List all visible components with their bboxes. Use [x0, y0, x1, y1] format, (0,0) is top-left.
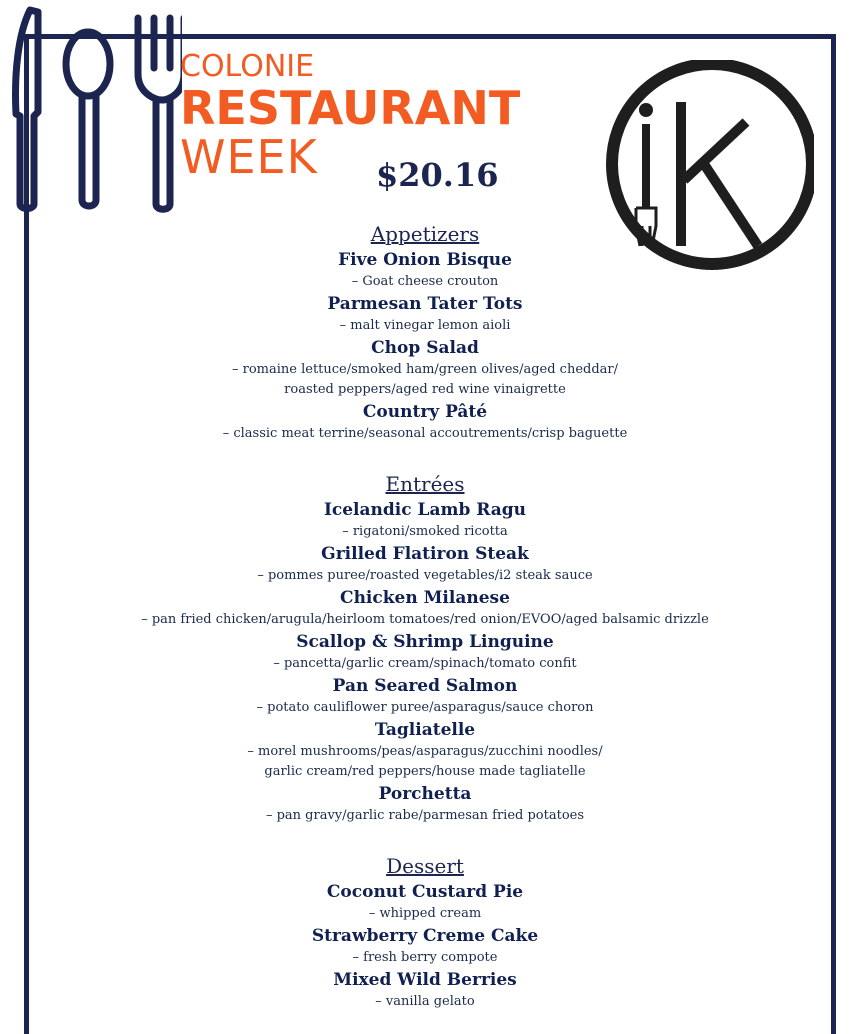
dish-name: Chicken Milanese — [340, 588, 510, 608]
brand-line-week: WEEK — [180, 130, 318, 184]
knife-spoon-fork-icon — [6, 4, 182, 216]
dish-name: Scallop & Shrimp Linguine — [296, 632, 554, 652]
dish-name: Country Pâté — [362, 402, 488, 422]
section-title-dessert: Dessert — [386, 854, 464, 878]
dish-description: roasted peppers/aged red wine vinaigrette — [284, 382, 566, 397]
dish-description: – whipped cream — [368, 906, 482, 921]
dish-name: Five Onion Bisque — [338, 250, 512, 270]
dish-name: Parmesan Tater Tots — [327, 294, 523, 314]
dish-name: Pan Seared Salmon — [332, 676, 518, 696]
section-gap — [0, 826, 850, 852]
price-label: $20.16 — [376, 156, 499, 194]
dish-name: Icelandic Lamb Ragu — [323, 500, 527, 520]
dish-description: – malt vinegar lemon aioli — [339, 318, 511, 333]
dish-description: – pommes puree/roasted vegetables/i2 steak sauce — [257, 568, 593, 583]
dish-description: – morel mushrooms/peas/asparagus/zucchini noodles/ — [247, 744, 603, 759]
dish-description: – classic meat terrine/seasonal accoutrements/crisp baguette — [222, 426, 628, 441]
menu-body — [0, 220, 850, 1012]
dish-description: – fresh berry compote — [352, 950, 498, 965]
dish-description: – pan gravy/garlic rabe/parmesan fried potatoes — [265, 808, 585, 823]
dish-description: garlic cream/red peppers/house made tagliatelle — [264, 764, 586, 779]
dish-name: Tagliatelle — [374, 720, 476, 740]
brand-line-colonie: COLONIE — [180, 49, 315, 84]
dish-description: – Goat cheese crouton — [351, 274, 499, 289]
dish-name: Strawberry Creme Cake — [311, 926, 539, 946]
dish-description: – vanilla gelato — [375, 994, 475, 1009]
dish-description: – romaine lettuce/smoked ham/green olives/aged cheddar/ — [231, 362, 619, 377]
brand-line-restaurant: RESTAURANT — [180, 81, 521, 135]
dish-name: Porchetta — [378, 784, 472, 804]
dish-name: Grilled Flatiron Steak — [321, 544, 529, 564]
dish-description: – rigatoni/smoked ricotta — [342, 524, 508, 539]
section-title-appetizers: Appetizers — [370, 222, 480, 246]
section-title-entrees: Entrées — [385, 472, 465, 496]
dish-name: Mixed Wild Berries — [333, 970, 517, 990]
dish-name: Chop Salad — [371, 338, 479, 358]
section-gap — [0, 444, 850, 470]
dish-name: Coconut Custard Pie — [326, 882, 524, 902]
dish-description: – potato cauliflower puree/asparagus/sauce choron — [256, 700, 594, 715]
dish-description: – pancetta/garlic cream/spinach/tomato confit — [273, 656, 577, 671]
dish-description: – pan fried chicken/arugula/heirloom tomatoes/red onion/EVOO/aged balsamic drizzle — [141, 612, 709, 627]
